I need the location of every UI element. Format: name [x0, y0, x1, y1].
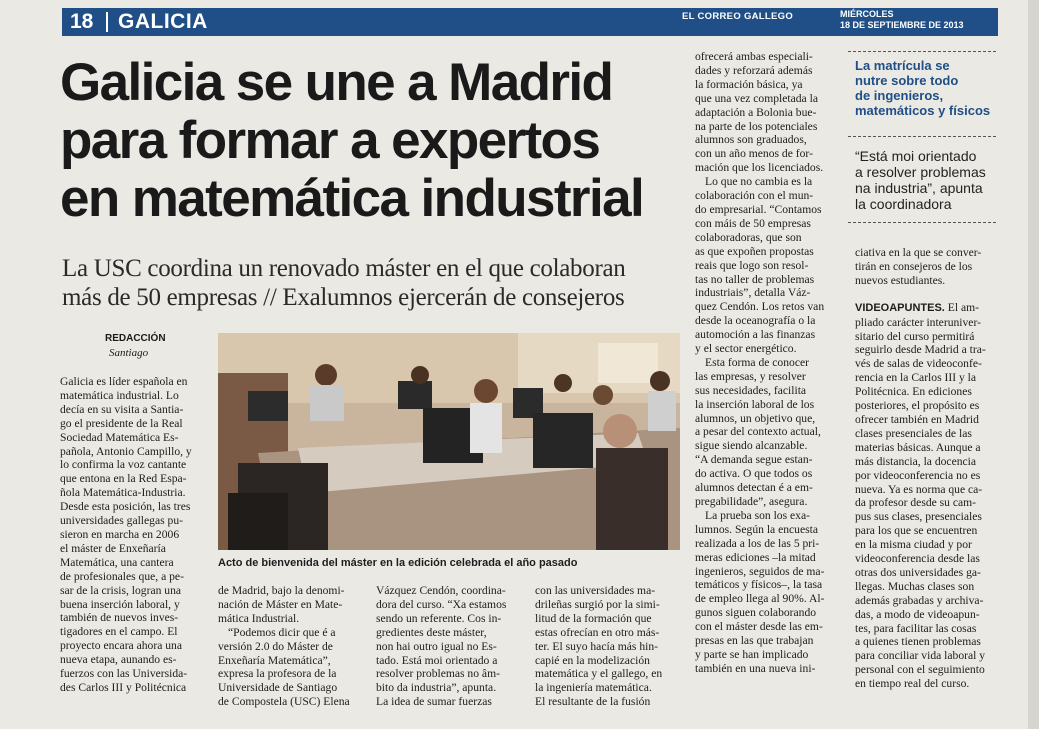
text-line: drileñas surgió por la simi- — [535, 597, 660, 611]
text-line: versión 2.0 do Máster de — [218, 639, 333, 653]
pull-quote — [855, 148, 1003, 212]
text-line: tigadores en el campo. El — [60, 625, 178, 639]
column-6-bottom — [855, 316, 1001, 691]
text-line: en tiempo real del curso. — [855, 677, 970, 691]
sidebox-title-line: La matrícula se — [855, 58, 950, 73]
text-line: también en una nueva ini- — [695, 661, 816, 675]
text-line: fuerzos con las Universida- — [60, 667, 188, 681]
text-line: matemática y el gallego, en — [535, 667, 663, 681]
text-line: tirán en consejeros de los — [855, 259, 973, 273]
text-line: llegas. Muchas clases son — [855, 579, 975, 593]
text-line: litud de la formación que — [535, 611, 652, 625]
section-name: GALICIA — [118, 10, 208, 33]
text-line: vés de salas de videoconfe- — [855, 357, 982, 371]
classroom-photo-icon — [218, 333, 680, 550]
text-line: Matemática, una cantera — [60, 555, 174, 569]
byline-location: Santiago — [109, 347, 149, 359]
text-line: a quienes tienen problemas — [855, 635, 981, 649]
text-line: sendo un referente. Cos in- — [376, 611, 502, 625]
text-line: dades y reforzará además — [695, 63, 813, 77]
text-line: quez Cendón. Los retos van — [695, 300, 825, 314]
text-line: nuevos estudiantes. — [855, 273, 946, 287]
sidebox-middle-rule — [848, 136, 996, 137]
text-line: de empleo llega al 90%. Al- — [695, 592, 825, 606]
text-line: lo confirma la voz cantante — [60, 458, 187, 472]
article-column-6 — [855, 246, 1001, 691]
text-line: de profesionales que, a pe- — [60, 569, 184, 583]
text-line: pregabilidade”, asegura. — [695, 495, 808, 508]
subheadline — [62, 254, 682, 312]
subheadline-line: más de 50 empresas // Exalumnos ejercerán de consejeros — [62, 284, 625, 311]
column-6-runin-line — [855, 301, 1001, 316]
text-line: Universidade de Santiago — [218, 681, 338, 695]
headline — [60, 54, 685, 228]
date-full: 18 DE SEPTIEMBRE DE 2013 — [840, 20, 964, 30]
text-line: pus sus clases, presenciales — [855, 510, 982, 524]
text-line: en la misma ciudad y por — [855, 538, 972, 552]
runin-continuation: El am- — [944, 300, 979, 314]
sidebox-title-line: nutre sobre todo — [855, 73, 959, 88]
text-line: La prueba son los exa- — [705, 508, 810, 522]
text-line: Esta forma de conocer — [705, 355, 809, 369]
header-divider — [106, 12, 108, 32]
text-line: posteriores, el propósito es — [855, 399, 980, 413]
text-line: alumnos, un objetivo que, — [695, 411, 816, 425]
text-line: las empresas, y resolver — [695, 369, 806, 383]
text-line: universidades gallegas pu- — [60, 514, 183, 528]
scan-edge — [1028, 0, 1039, 729]
text-line: con máis de 50 empresas — [695, 216, 811, 230]
text-line: pliado carácter interuniver- — [855, 315, 981, 329]
text-line: Enxeñaría Matemática”, — [218, 653, 331, 667]
text-line: buena inserción laboral, y — [60, 597, 180, 611]
text-line: as que expoñen propostas — [695, 244, 814, 258]
text-line: temáticos y físicos–, la tasa — [695, 578, 823, 592]
text-line: otras dos universidades ga- — [855, 565, 981, 579]
text-line: seguirlo desde Madrid a tra- — [855, 343, 986, 357]
text-line: rencia en la Carlos III y la — [855, 371, 977, 385]
pull-quote-line: la coordinadora — [855, 196, 952, 212]
text-line: clases presenciales de las — [855, 426, 972, 440]
text-line: que entona en la Red Espa- — [60, 472, 187, 486]
article-column-5 — [695, 50, 843, 676]
text-line: Politécnica. En ediciones — [855, 385, 972, 399]
text-line: “Podemos dicir que é a — [228, 625, 336, 639]
photo-caption: Acto de bienvenida del máster en la edición celebrada el año pasado — [218, 557, 578, 569]
text-line: gredientes deste máster, — [376, 625, 487, 639]
pull-quote-line: a resolver problemas — [855, 164, 986, 180]
text-line: presas en las que trabajan — [695, 634, 814, 648]
text-line: tas no taller de problemas — [695, 272, 815, 286]
text-line: capié en la modelización — [535, 653, 650, 667]
sidebox-title-line: de ingenieros, — [855, 88, 944, 103]
text-line: expresa la profesora de la — [218, 667, 337, 681]
text-line: Sociedad Matemática Es- — [60, 430, 179, 444]
text-line: resolver problemas no âm- — [376, 667, 500, 681]
text-line: gunos siguen colaborando — [695, 606, 817, 620]
classroom-photo — [218, 333, 680, 550]
sidebox-title — [855, 58, 1003, 118]
text-line: tado. Está moi orientado a — [376, 653, 498, 667]
text-line: reais que logo son resol- — [695, 258, 809, 272]
text-line: materias básicas. Aunque a — [855, 440, 981, 454]
byline-author: REDACCIÓN — [105, 333, 166, 344]
text-line: mación que los licenciados. — [695, 161, 824, 175]
pull-quote-line: na industria”, apunta — [855, 180, 983, 196]
text-line: ofrecer también en Madrid — [855, 412, 979, 426]
newspaper-name: EL CORREO GALLEGO — [682, 11, 794, 22]
text-line: Galicia es líder española en — [60, 375, 188, 388]
text-line: dora del curso. “Xa estamos — [376, 597, 507, 611]
text-line: de Madrid, bajo la denomi- — [218, 584, 345, 597]
text-line: con un año menos de for- — [695, 147, 813, 161]
text-line: la inserción laboral de los — [695, 397, 815, 411]
page-number: 18 — [70, 10, 94, 33]
subheadline-line: La USC coordina un renovado máster en el que colaboran — [62, 255, 626, 282]
text-line: por videoconferencia no es — [855, 468, 981, 482]
pull-quote-line: “Está moi orientado — [855, 148, 977, 164]
text-line: con el máster desde las em- — [695, 620, 823, 634]
text-line: personal con el seguimiento — [855, 663, 985, 677]
text-line: nueva etapa, aunando es- — [60, 653, 177, 667]
text-line: go el presidente de la Real — [60, 416, 183, 430]
text-line: estas ofrecían en otro más- — [535, 625, 660, 639]
text-line: la ingeniería matemática. — [535, 681, 652, 695]
text-line: La idea de sumar fuerzas — [376, 695, 492, 709]
text-line: ciativa en la que se conver- — [855, 246, 982, 259]
text-line: Desde esta posición, las tres — [60, 500, 191, 514]
text-line: sieron en marcha en 2006 — [60, 527, 180, 541]
text-line: lumnos. Según la encuesta — [695, 522, 818, 536]
text-line: do empresarial. “Contamos — [695, 202, 822, 216]
text-line: non hai outro igual no Es- — [376, 639, 497, 653]
text-line: do activa. O que todos os — [695, 467, 813, 481]
article-column-3 — [376, 584, 526, 709]
text-line: videoconferencia desde las — [855, 552, 980, 566]
subsection-runin: VIDEOAPUNTES. — [855, 301, 945, 314]
text-line: pañola, Antonio Campillo, y — [60, 444, 192, 458]
text-line: ofrecerá ambas especiali- — [695, 50, 813, 63]
text-line: da profesor desde su cam- — [855, 496, 977, 510]
article-column-1 — [60, 375, 210, 695]
text-line: Lo que no cambia es la — [705, 175, 813, 189]
text-line: desde la oceanografía o la — [695, 314, 816, 328]
sidebox-bottom-rule — [848, 222, 996, 223]
headline-line: en matemática industrial — [60, 169, 644, 228]
article-column-4 — [535, 584, 681, 709]
text-line: El resultante de la fusión — [535, 695, 651, 709]
text-line: industriais”, detalla Váz- — [695, 286, 811, 300]
sidebox-title-line: matemáticos y físicos — [855, 103, 991, 118]
text-line: nueva. Ya es norma que ca- — [855, 482, 983, 496]
text-line: ter. El suyo hacía más hin- — [535, 639, 658, 653]
text-line: para los que se encuentren — [855, 524, 978, 538]
text-line: para conciliar vida laboral y — [855, 649, 986, 663]
text-line: ñola Matemática-Industria. — [60, 486, 186, 500]
text-line: Vázquez Cendón, coordina- — [376, 584, 506, 597]
text-line: y parte se han implicado — [695, 647, 809, 661]
text-line: nación de Máster en Mate- — [218, 597, 343, 611]
text-line: a pesar del contexto actual, — [695, 425, 821, 439]
text-line: sus necesidades, facilita — [695, 383, 807, 397]
text-line: el máster de Enxeñaría — [60, 541, 166, 555]
article-column-2 — [218, 584, 364, 709]
text-line: además grabadas y archiva- — [855, 593, 984, 607]
text-line: también de nuevos inves- — [60, 611, 179, 625]
sidebox-top-rule — [848, 51, 996, 52]
text-line: realizada a los de las 5 pri- — [695, 536, 820, 550]
text-line: con las universidades ma- — [535, 584, 656, 597]
column-6-top — [855, 246, 1001, 288]
text-line: colaboración con el mun- — [695, 189, 814, 203]
text-line: meras ediciones –la mitad — [695, 550, 816, 564]
text-line: mática Industrial. — [218, 611, 300, 625]
date-weekday: MIÉRCOLES — [840, 9, 894, 19]
text-line: das, a modo de videoapun- — [855, 607, 980, 621]
text-line: de Compostela (USC) Elena — [218, 695, 350, 709]
section-header-bar — [62, 8, 998, 36]
text-line: sitario del curso permitirá — [855, 329, 975, 343]
text-line: ingenieros, seguidos de ma- — [695, 564, 825, 578]
text-line: la formación básica, ya — [695, 77, 803, 91]
text-line: que una vez completada la — [695, 91, 818, 105]
text-line: colaboradoras, que son — [695, 230, 802, 244]
text-line: y el sector energético. — [695, 342, 797, 356]
text-line: proyecto encara ahora una — [60, 639, 182, 653]
text-line: sar de la crisis, logran una — [60, 583, 182, 597]
text-line: “A demanda segue estan- — [695, 453, 813, 467]
headline-line: Galicia se une a Madrid — [60, 53, 613, 112]
text-line: na parte de los potenciales — [695, 119, 818, 133]
text-line: des Carlos III y Politécnica — [60, 680, 187, 694]
text-line: alumnos son graduados, — [695, 133, 807, 147]
text-line: tes, para facilitar las cosas — [855, 621, 977, 635]
text-line: más distancia, la docencia — [855, 454, 977, 468]
text-line: bito da industria”, apunta. — [376, 681, 497, 695]
text-line: matemática industrial. Lo — [60, 388, 179, 402]
text-line: sigue siendo alcanzable. — [695, 439, 808, 453]
text-line: alumnos detectan é a em- — [695, 481, 813, 495]
text-line: automoción a las finanzas — [695, 328, 816, 342]
text-line: adaptación a Bolonia bue- — [695, 105, 817, 119]
text-line: decía en su visita a Santia- — [60, 402, 184, 416]
headline-line: para formar a expertos — [60, 111, 600, 170]
